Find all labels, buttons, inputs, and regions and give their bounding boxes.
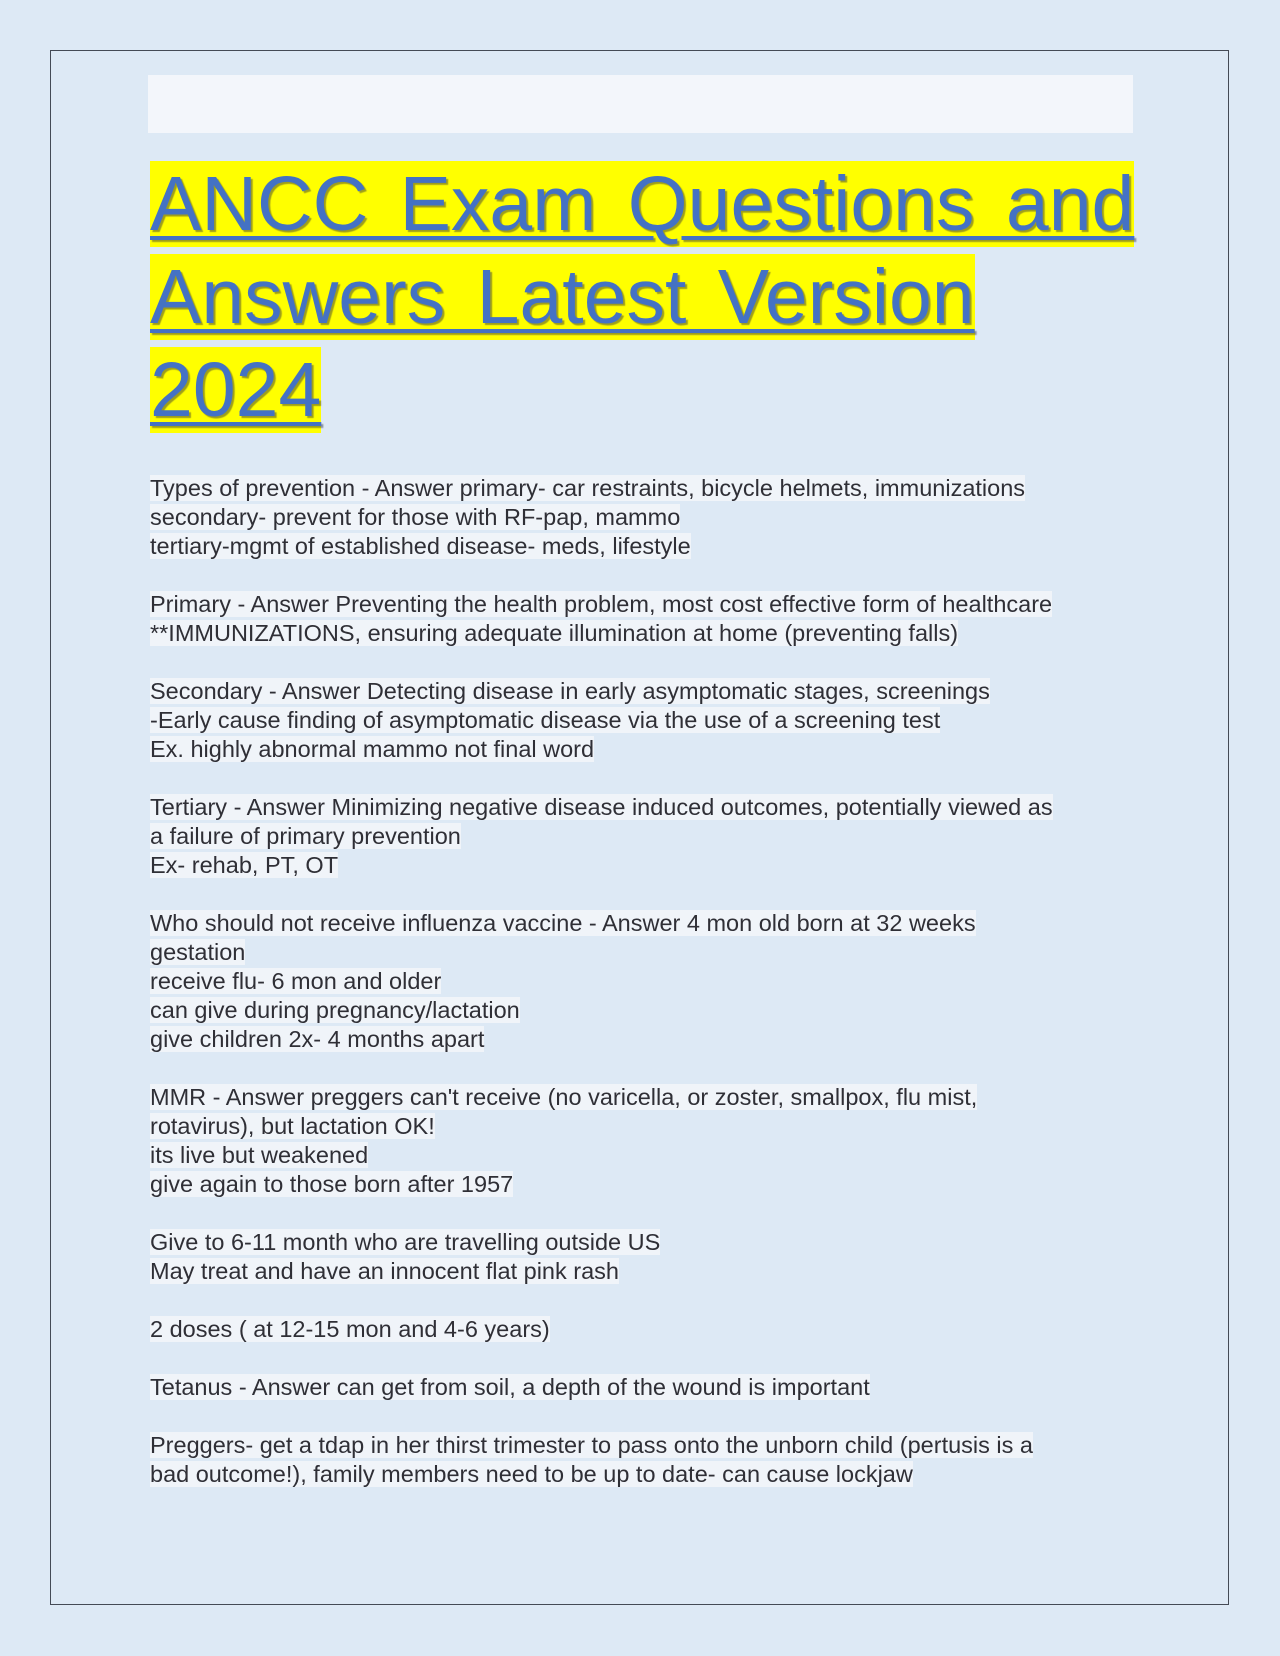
qa-mmr	[150, 1083, 1130, 1199]
document-title	[150, 158, 1150, 437]
text-line: give again to those born after 1957	[150, 1171, 514, 1197]
text-line: Who should not receive influenza vaccine - Answer 4 mon old born at 32 weeks	[150, 910, 976, 936]
text-line: Give to 6-11 month who are travelling outside US	[150, 1229, 661, 1255]
text-line: May treat and have an innocent flat pink rash	[150, 1258, 619, 1284]
qa-primary	[150, 590, 1130, 648]
text-line: Tertiary - Answer Minimizing negative disease induced outcomes, potentially viewed as	[150, 794, 1053, 820]
qa-mmr-doses	[150, 1315, 1130, 1344]
text-line: bad outcome!), family members need to be up to date- can cause lockjaw	[150, 1461, 913, 1487]
text-line: rotavirus), but lactation OK!	[150, 1113, 435, 1139]
qa-tetanus	[150, 1373, 1130, 1402]
text-line: Tetanus - Answer can get from soil, a depth of the wound is important	[150, 1374, 870, 1400]
text-line: -Early cause finding of asymptomatic disease via the use of a screening test	[150, 707, 941, 733]
text-line: Types of prevention - Answer primary- car restraints, bicycle helmets, immunizations	[150, 475, 1026, 501]
qa-types-of-prevention	[150, 474, 1130, 561]
document-title-text: ANCC Exam Questions and Answers Latest Version 2024	[150, 161, 1135, 433]
text-line: give children 2x- 4 months apart	[150, 1026, 485, 1052]
text-line: secondary- prevent for those with RF-pap, mammo	[150, 504, 681, 530]
text-line: **IMMUNIZATIONS, ensuring adequate illumination at home (preventing falls)	[150, 620, 959, 646]
text-line: Preggers- get a tdap in her thirst trimester to pass onto the unborn child (pertusis is a	[150, 1432, 1033, 1458]
qa-influenza-vaccine	[150, 909, 1130, 1054]
document-content	[150, 474, 1130, 1518]
qa-tertiary	[150, 793, 1130, 880]
text-line: MMR - Answer preggers can't receive (no varicella, or zoster, smallpox, flu mist,	[150, 1084, 978, 1110]
text-line: tertiary-mgmt of established disease- meds, lifestyle	[150, 533, 691, 559]
text-line: its live but weakened	[150, 1142, 369, 1168]
qa-mmr-travel	[150, 1228, 1130, 1286]
text-line: a failure of primary prevention	[150, 823, 461, 849]
text-line: Ex. highly abnormal mammo not final word	[150, 736, 595, 762]
qa-secondary	[150, 677, 1130, 764]
text-line: gestation	[150, 939, 246, 965]
text-line: Secondary - Answer Detecting disease in early asymptomatic stages, screenings	[150, 678, 990, 704]
text-line: Primary - Answer Preventing the health problem, most cost effective form of healthcare	[150, 591, 1053, 617]
text-line: can give during pregnancy/lactation	[150, 997, 520, 1023]
header-band	[148, 75, 1133, 133]
text-line: Ex- rehab, PT, OT	[150, 852, 339, 878]
text-line: receive flu- 6 mon and older	[150, 968, 442, 994]
qa-tdap-pregnancy	[150, 1431, 1130, 1489]
text-line: 2 doses ( at 12-15 mon and 4-6 years)	[150, 1316, 550, 1342]
